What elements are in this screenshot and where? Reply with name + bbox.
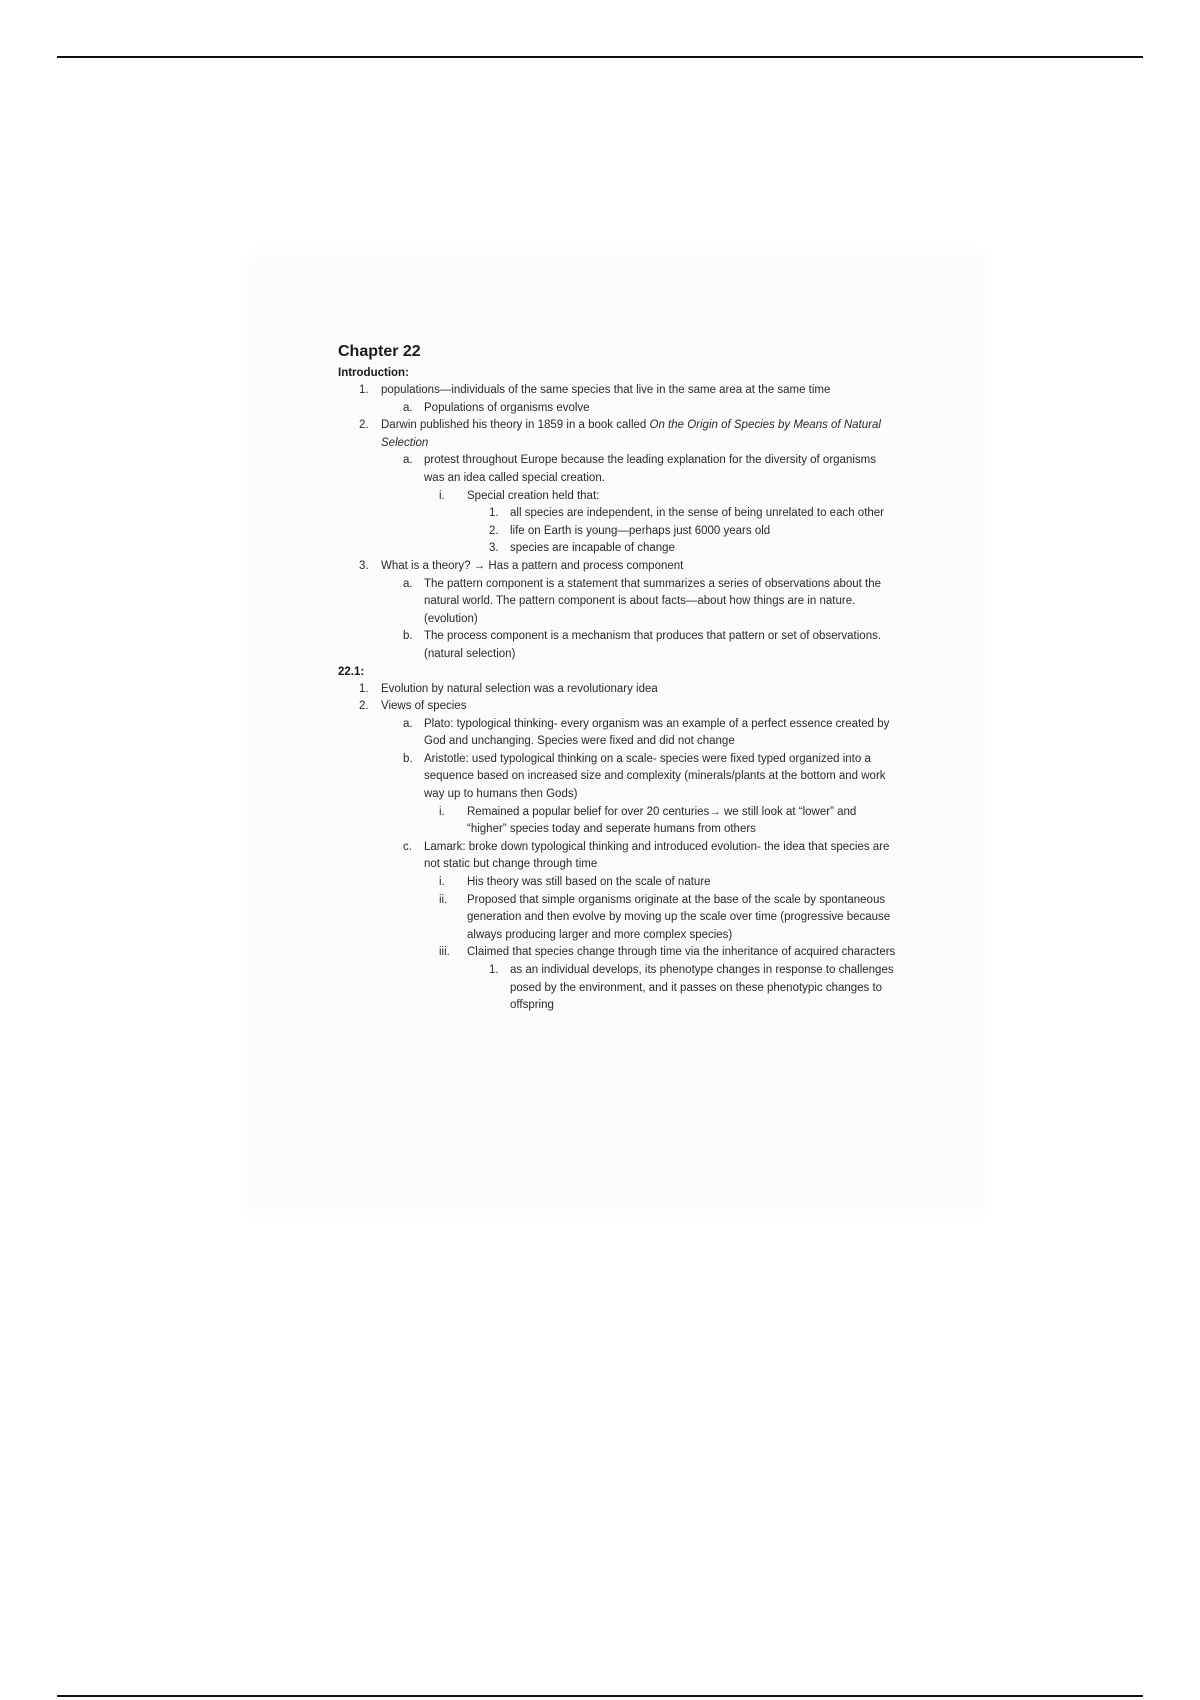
list-item-text: species are incapable of change [510, 542, 675, 555]
list-item [338, 505, 898, 523]
list-item-text: all species are independent, in the sense of being unrelated to each other [510, 507, 885, 520]
list-item [338, 944, 898, 962]
list-marker: 1. [489, 964, 499, 976]
book-title: On the Origin of Species by Means of Natural Selection [381, 419, 881, 449]
list-item-text: Proposed that simple organisms originate at the base of the scale by spontaneous generation and then evolve by moving up the scale over time (progressive because always producing larger and more complex species) [467, 893, 891, 941]
list-item-text: His theory was still based on the scale of nature [467, 876, 711, 889]
list-marker: c. [403, 840, 412, 853]
list-marker: i. [439, 489, 445, 502]
list-item-text: Plato: typological thinking- every organism was an example of a perfect essence created by God and unchanging. Species were fixed and did not change [424, 717, 890, 748]
list-marker: i. [439, 805, 445, 818]
bottom-rule [57, 1695, 1143, 1697]
list-item-text: What is a theory? → Has a pattern and process component [381, 559, 684, 572]
list-item [338, 839, 898, 874]
list-item [338, 874, 898, 892]
list-item [338, 751, 898, 804]
list-item-text: The pattern component is a statement that summarizes a series of observations about the natural world. The pattern component is about facts—about how things are in nature. (evolution) [424, 577, 882, 625]
list-item-text: populations—individuals of the same species that live in the same area at the same time [381, 384, 831, 396]
list-marker: a. [403, 401, 413, 414]
list-marker: a. [403, 577, 413, 590]
list-item [338, 804, 898, 839]
list-item-text: Evolution by natural selection was a revolutionary idea [381, 682, 658, 695]
list-item-text: Remained a popular belief for over 20 centuries→ we still look at “lower” and “higher” species today and seperate humans from others [467, 805, 857, 836]
list-marker: 1. [359, 682, 369, 695]
list-marker: 3. [359, 559, 369, 572]
list-item-text: protest throughout Europe because the leading explanation for the diversity of organisms was an idea called special creation. [424, 454, 876, 484]
list-item-text: Lamark: broke down typological thinking and introduced evolution- the idea that species are not static but change through time [424, 840, 890, 871]
list-item [338, 681, 898, 699]
list-marker: b. [403, 752, 413, 765]
list-marker: a. [403, 454, 413, 467]
list-item [338, 523, 898, 541]
list-item [338, 488, 898, 506]
list-item-text: Views of species [381, 700, 467, 713]
list-marker: 2. [359, 700, 369, 713]
list-marker: ii. [439, 893, 448, 906]
list-marker: iii. [439, 946, 450, 959]
list-item [338, 962, 898, 1015]
list-item-text: Claimed that species change through time via the inheritance of acquired characters [467, 946, 896, 959]
list-marker: 3. [489, 542, 499, 555]
list-item-text: life on Earth is young—perhaps just 6000 years old [510, 524, 771, 537]
list-marker: b. [403, 630, 413, 643]
list-item [338, 400, 898, 418]
list-item [338, 892, 898, 945]
list-marker: a. [403, 717, 413, 730]
list-marker: 2. [359, 419, 369, 432]
list-item [338, 382, 898, 400]
section-heading-22-1: 22.1: [338, 665, 365, 678]
list-item [338, 716, 898, 751]
list-item-text: Populations of organisms evolve [424, 401, 590, 414]
chapter-title: Chapter 22 [338, 343, 421, 360]
list-item-text: The process component is a mechanism that produces that pattern or set of observations. (natural selection) [424, 630, 882, 660]
list-marker: i. [439, 876, 445, 889]
list-item [338, 452, 898, 487]
list-item [338, 540, 898, 558]
list-item-text: as an individual develops, its phenotype changes in response to challenges posed by the environment, and it passes on these phenotypic changes to offspring [510, 964, 894, 1012]
list-item [338, 628, 898, 663]
list-item-text: Special creation held that: [467, 489, 600, 502]
document-content [338, 342, 898, 1015]
top-rule [57, 56, 1143, 58]
list-item [338, 558, 898, 576]
section-heading-introduction: Introduction: [338, 367, 409, 379]
list-item [338, 698, 898, 716]
list-item-text: Darwin published his theory in 1859 in a book called [381, 419, 650, 432]
list-item [338, 417, 898, 452]
list-marker: 2. [489, 524, 499, 537]
list-item-text: Aristotle: used typological thinking on a scale- species were fixed typed organized into a sequence based on increased size and complexity (minerals/plants at the bottom and work way up to humans then Gods) [424, 752, 886, 801]
list-marker: 1. [359, 384, 369, 396]
list-item [338, 576, 898, 629]
list-marker: 1. [489, 507, 499, 520]
